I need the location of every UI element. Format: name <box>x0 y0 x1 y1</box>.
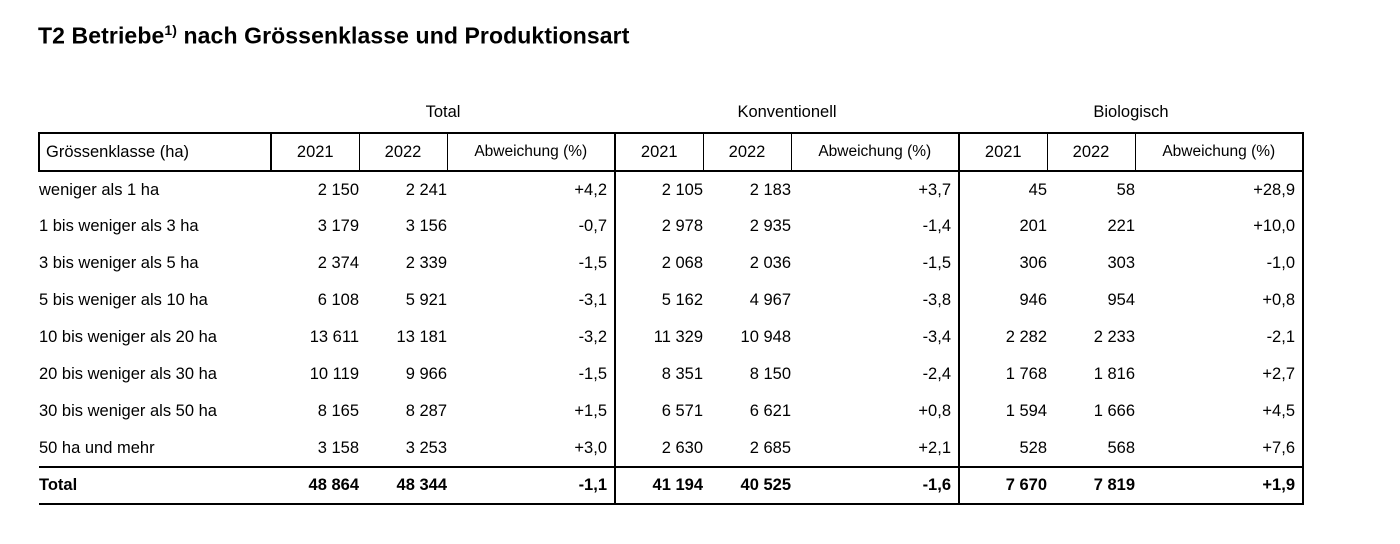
cell-konventionell-2021: 2 630 <box>661 438 703 457</box>
column-header-konventionell-abweichung: Abweichung (%) <box>791 133 959 171</box>
row-label: weniger als 1 ha <box>39 180 160 199</box>
cell-konventionell-2021: 8 351 <box>661 365 703 383</box>
cell-biologisch-abweichung: +1,9 <box>1135 467 1303 504</box>
cell-biologisch-2021: 1 594 <box>1005 402 1047 420</box>
column-header-konventionell-2021: 2021 <box>615 133 703 171</box>
group-header-konventionell: Konventionell <box>737 103 837 121</box>
cell-total-2021: 48 864 <box>271 467 359 504</box>
cell-biologisch-abweichung: -1,0 <box>1135 245 1303 282</box>
group-header-total: Total <box>425 103 461 121</box>
table-row <box>39 319 1303 356</box>
cell-biologisch-2022: 1 816 <box>1093 365 1135 383</box>
cell-total-2022: 9 966 <box>405 365 447 383</box>
cell-konventionell-2022: 2 183 <box>749 180 791 199</box>
table-row <box>39 393 1303 430</box>
table-row <box>39 245 1303 282</box>
cell-total-abweichung: -1,5 <box>447 356 615 393</box>
cell-biologisch-abweichung: +0,8 <box>1135 282 1303 319</box>
table-row <box>39 356 1303 393</box>
cell-biologisch-2021: 528 <box>1019 438 1047 457</box>
cell-biologisch-2021: 45 <box>1028 180 1047 199</box>
cell-total-2022: 13 181 <box>396 328 447 346</box>
cell-total-2022: 3 156 <box>405 217 447 235</box>
table-head <box>39 93 1303 171</box>
cell-konventionell-abweichung: -1,4 <box>791 208 959 245</box>
cell-total-2021: 8 165 <box>317 402 359 420</box>
cell-konventionell-2022: 2 685 <box>749 438 791 457</box>
cell-konventionell-2021: 2 105 <box>661 180 703 199</box>
cell-biologisch-2022: 7 819 <box>1047 467 1135 504</box>
cell-konventionell-2021: 2 978 <box>661 217 703 235</box>
table-row <box>39 171 1303 208</box>
cell-total-abweichung: +1,5 <box>447 393 615 430</box>
table-body <box>39 171 1303 504</box>
cell-total-2021: 10 119 <box>309 365 359 383</box>
row-label: 10 bis weniger als 20 ha <box>39 328 217 346</box>
title-footnote-marker: 1) <box>164 22 178 38</box>
cell-konventionell-2022: 10 948 <box>740 328 791 346</box>
cell-total-2021: 2 374 <box>317 254 359 272</box>
cell-konventionell-abweichung: +2,1 <box>791 430 959 467</box>
page-title <box>38 22 629 50</box>
row-label: 5 bis weniger als 10 ha <box>39 291 208 309</box>
cell-konventionell-2021: 6 571 <box>661 402 703 420</box>
cell-total-abweichung: -3,1 <box>447 282 615 319</box>
cell-konventionell-abweichung: -1,5 <box>791 245 959 282</box>
cell-konventionell-2022: 2 935 <box>749 217 791 235</box>
cell-total-2022: 3 253 <box>405 438 447 457</box>
cell-total-2021: 13 611 <box>309 328 359 346</box>
cell-total-abweichung: +3,0 <box>447 430 615 467</box>
cell-total-2021: 3 158 <box>317 438 359 457</box>
cell-total-abweichung: -3,2 <box>447 319 615 356</box>
cell-total-2022: 2 241 <box>405 180 447 199</box>
cell-biologisch-2021: 946 <box>1019 291 1047 309</box>
cell-biologisch-2021: 1 768 <box>1005 365 1047 383</box>
row-label: 3 bis weniger als 5 ha <box>39 254 199 272</box>
cell-biologisch-2022: 568 <box>1107 438 1135 457</box>
table-row <box>39 430 1303 467</box>
cell-konventionell-2022: 8 150 <box>749 365 791 383</box>
table-row <box>39 282 1303 319</box>
cell-biologisch-abweichung: +4,5 <box>1135 393 1303 430</box>
cell-konventionell-2022: 40 525 <box>703 467 791 504</box>
column-header-total-2021: 2021 <box>271 133 359 171</box>
cell-biologisch-2021: 201 <box>1019 217 1047 235</box>
cell-biologisch-abweichung: +7,6 <box>1135 430 1303 467</box>
cell-biologisch-2022: 303 <box>1107 254 1135 272</box>
column-header-biologisch-abweichung: Abweichung (%) <box>1135 133 1303 171</box>
cell-konventionell-2021: 5 162 <box>661 291 703 309</box>
table-total-row <box>39 467 1303 504</box>
row-label: 20 bis weniger als 30 ha <box>39 365 217 383</box>
cell-biologisch-2022: 58 <box>1116 180 1135 199</box>
cell-total-2021: 2 150 <box>317 180 359 199</box>
column-header-groessenklasse: Grössenklasse (ha) <box>39 133 271 171</box>
column-header-biologisch-2021: 2021 <box>959 133 1047 171</box>
cell-konventionell-2022: 4 967 <box>749 291 791 309</box>
cell-total-2022: 8 287 <box>405 402 447 420</box>
column-header-row <box>39 133 1303 171</box>
cell-total-abweichung: -1,5 <box>447 245 615 282</box>
cell-konventionell-2021: 11 329 <box>653 328 703 346</box>
cell-total-2021: 6 108 <box>317 291 359 309</box>
group-header-row <box>39 93 1303 133</box>
cell-konventionell-2022: 6 621 <box>749 402 791 420</box>
cell-konventionell-2021: 41 194 <box>615 467 703 504</box>
group-header-biologisch: Biologisch <box>1093 103 1169 121</box>
cell-total-2022: 48 344 <box>359 467 447 504</box>
cell-biologisch-2022: 954 <box>1107 291 1135 309</box>
cell-biologisch-abweichung: +10,0 <box>1135 208 1303 245</box>
row-label: 1 bis weniger als 3 ha <box>39 217 199 235</box>
cell-konventionell-abweichung: -1,6 <box>791 467 959 504</box>
row-label-total: Total <box>39 467 271 504</box>
row-label: 50 ha und mehr <box>39 438 155 457</box>
cell-total-abweichung: +4,2 <box>447 171 615 208</box>
cell-konventionell-abweichung: -2,4 <box>791 356 959 393</box>
cell-biologisch-2021: 7 670 <box>959 467 1047 504</box>
title-prefix: T2 Betriebe <box>38 22 165 49</box>
column-header-total-2022: 2022 <box>359 133 447 171</box>
table-row <box>39 208 1303 245</box>
cell-total-abweichung: -0,7 <box>447 208 615 245</box>
cell-total-2021: 3 179 <box>317 217 359 235</box>
cell-konventionell-abweichung: -3,4 <box>791 319 959 356</box>
cell-biologisch-2021: 306 <box>1019 254 1047 272</box>
cell-biologisch-abweichung: +2,7 <box>1135 356 1303 393</box>
cell-konventionell-abweichung: -3,8 <box>791 282 959 319</box>
cell-biologisch-abweichung: -2,1 <box>1135 319 1303 356</box>
cell-biologisch-2022: 2 233 <box>1093 328 1135 346</box>
title-suffix: nach Grössenklasse und Produktionsart <box>177 22 630 49</box>
cell-biologisch-2022: 1 666 <box>1093 402 1135 420</box>
cell-biologisch-abweichung: +28,9 <box>1135 171 1303 208</box>
cell-total-2022: 2 339 <box>405 254 447 272</box>
cell-total-2022: 5 921 <box>405 291 447 309</box>
cell-total-abweichung: -1,1 <box>447 467 615 504</box>
cell-konventionell-abweichung: +0,8 <box>791 393 959 430</box>
cell-konventionell-abweichung: +3,7 <box>791 171 959 208</box>
column-header-konventionell-2022: 2022 <box>703 133 791 171</box>
data-table <box>38 93 1304 505</box>
cell-konventionell-2022: 2 036 <box>749 254 791 272</box>
column-header-biologisch-2022: 2022 <box>1047 133 1135 171</box>
cell-biologisch-2021: 2 282 <box>1005 328 1047 346</box>
column-header-total-abweichung: Abweichung (%) <box>447 133 615 171</box>
corner-cell <box>39 93 271 133</box>
cell-konventionell-2021: 2 068 <box>661 254 703 272</box>
cell-biologisch-2022: 221 <box>1107 217 1135 235</box>
row-label: 30 bis weniger als 50 ha <box>39 402 217 420</box>
